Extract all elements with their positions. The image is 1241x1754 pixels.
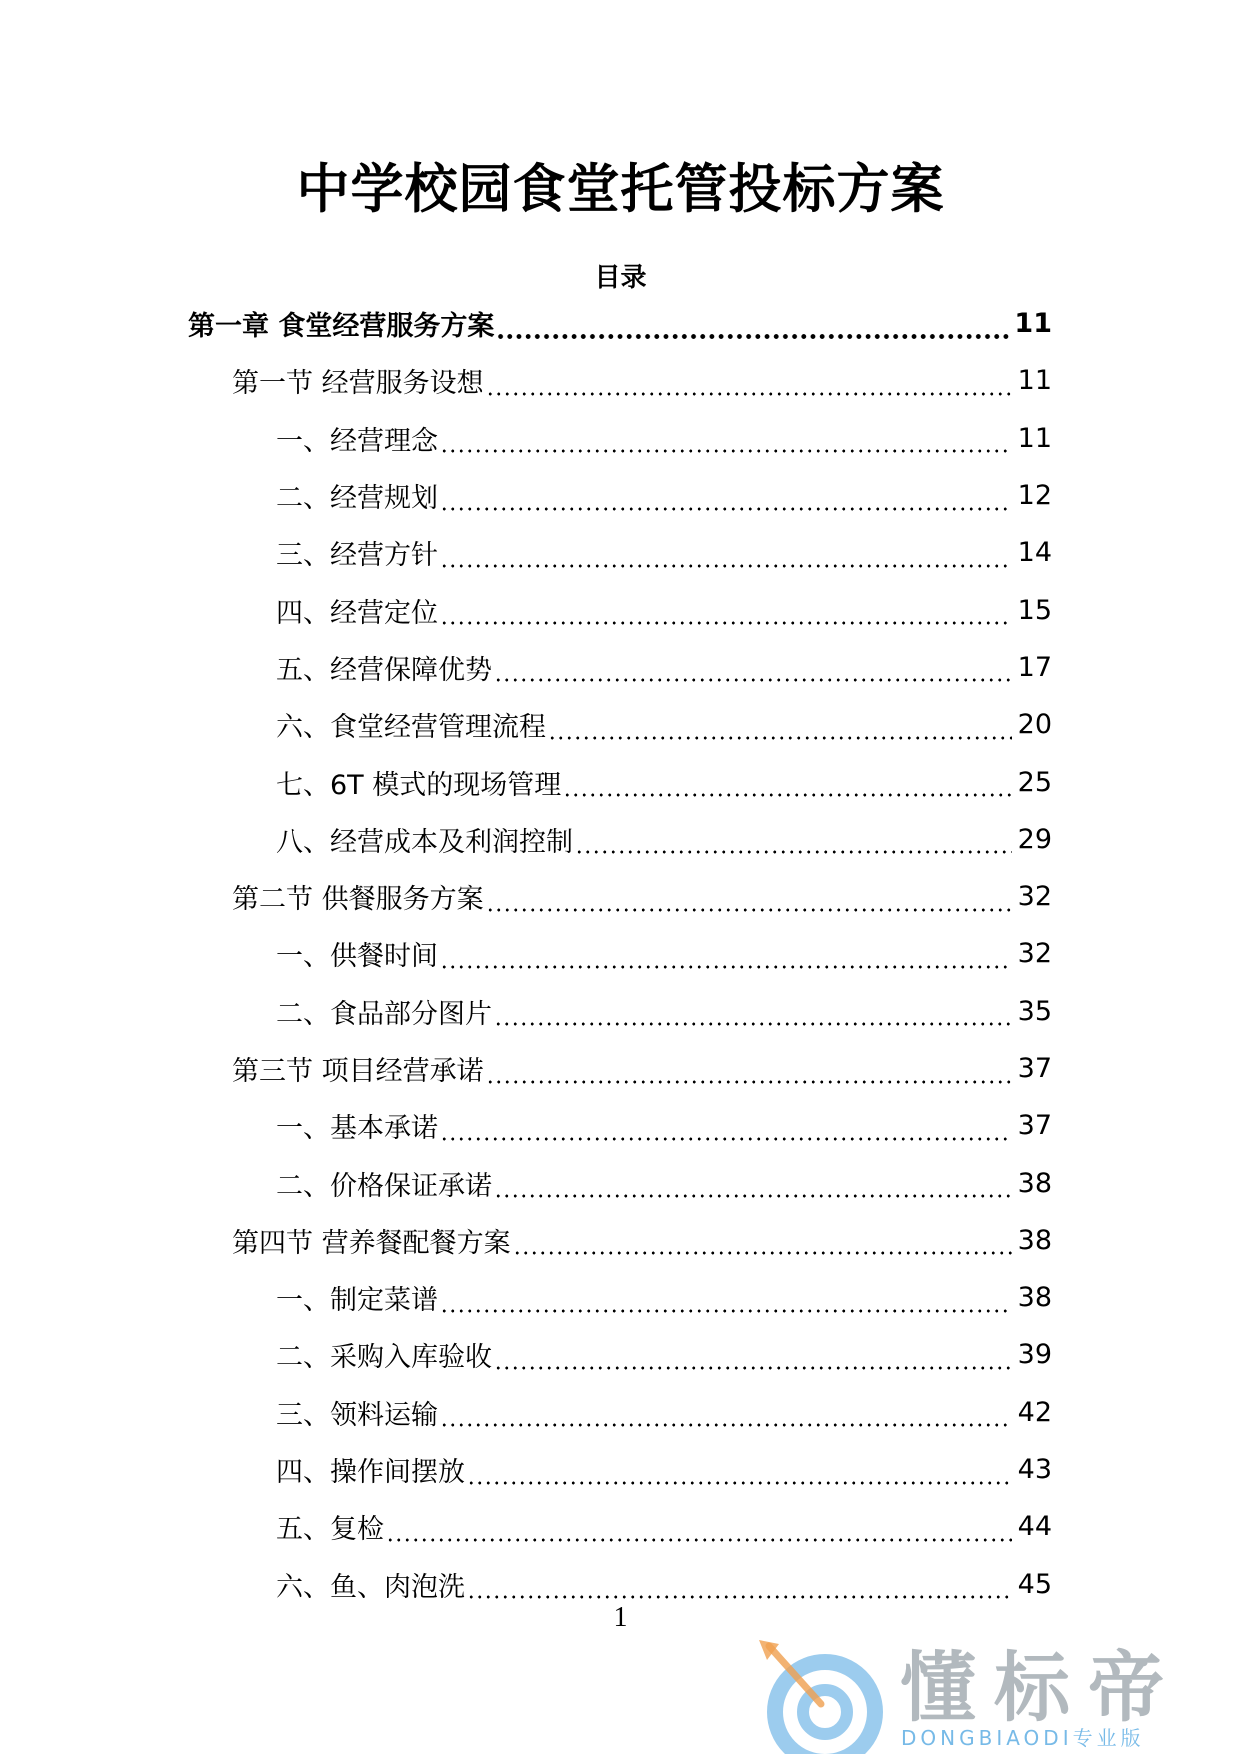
toc-dot-leader: [494, 663, 1012, 683]
toc-subsection-entry[interactable]: [0, 410, 1241, 467]
toc-entry-label: 三、经营方针: [276, 533, 440, 572]
toc-section-entry[interactable]: [0, 1212, 1241, 1269]
toc-entry-page: 29: [1017, 823, 1052, 855]
toc-subsection-entry[interactable]: [0, 1154, 1241, 1211]
toc-entry-label: 五、经营保障优势: [276, 648, 494, 687]
toc-entry-label: 二、经营规划: [276, 476, 440, 515]
toc-entry-page: 37: [1017, 1053, 1052, 1084]
toc-entry-page: 32: [1017, 938, 1052, 970]
toc-section-entry[interactable]: [0, 352, 1241, 409]
toc-dot-leader: [494, 1007, 1012, 1027]
toc-subsection-entry[interactable]: [0, 581, 1241, 638]
toc-dot-leader: [440, 1294, 1012, 1314]
toc-entry-page: 42: [1017, 1396, 1052, 1428]
toc-subsection-entry[interactable]: [0, 467, 1241, 524]
toc-subsection-entry[interactable]: [0, 696, 1241, 753]
toc-dot-leader: [440, 1408, 1012, 1428]
toc-dot-leader: [486, 893, 1012, 913]
toc-entry-label: 第四节 营养餐配餐方案: [232, 1221, 513, 1260]
toc-entry-page: 15: [1017, 594, 1052, 626]
document-title: 中学校园食堂托管投标方案: [296, 159, 945, 220]
toc-dot-leader: [563, 778, 1012, 798]
toc-subsection-entry[interactable]: [0, 811, 1241, 868]
toc-heading: 目录: [594, 263, 647, 293]
toc-dot-leader: [440, 950, 1012, 970]
toc-entry-label: 四、经营定位: [276, 591, 440, 630]
toc-subsection-entry[interactable]: [0, 925, 1241, 982]
toc-entry-label: 六、食堂经营管理流程: [276, 705, 548, 744]
toc-entry-label: 第三节 项目经营承诺: [232, 1049, 486, 1088]
toc-dot-leader: [467, 1580, 1012, 1600]
watermark-brand: 懂标帝: [900, 1643, 1182, 1732]
toc-subsection-entry[interactable]: [0, 524, 1241, 581]
target-logo-icon: [745, 1640, 885, 1754]
toc-entry-page: 32: [1017, 881, 1052, 913]
toc-entry-page: 11: [1017, 422, 1052, 454]
toc-dot-leader: [496, 320, 1012, 340]
watermark: [745, 1640, 1241, 1754]
toc-entry-label: 七、6T 模式的现场管理: [276, 763, 563, 802]
table-of-contents: [0, 295, 1241, 1613]
toc-section-entry[interactable]: [0, 868, 1241, 925]
toc-entry-page: 14: [1017, 537, 1052, 569]
toc-entry-page: 38: [1017, 1282, 1052, 1314]
toc-entry-label: 一、制定菜谱: [276, 1278, 440, 1317]
toc-entry-page: 44: [1017, 1511, 1052, 1543]
toc-entry-page: 35: [1017, 995, 1052, 1027]
toc-entry-label: 一、经营理念: [276, 419, 440, 458]
toc-entry-page: 25: [1017, 766, 1052, 798]
toc-subsection-entry[interactable]: [0, 1269, 1241, 1326]
toc-entry-page: 45: [1017, 1568, 1052, 1600]
toc-subsection-entry[interactable]: [0, 1441, 1241, 1498]
toc-dot-leader: [486, 377, 1012, 397]
toc-entry-page: 17: [1017, 651, 1052, 683]
toc-dot-leader: [575, 835, 1012, 855]
toc-subsection-entry[interactable]: [0, 983, 1241, 1040]
toc-subsection-entry[interactable]: [0, 1498, 1241, 1555]
toc-dot-leader: [386, 1523, 1012, 1543]
toc-entry-label: 第一章 食堂经营服务方案: [188, 304, 496, 343]
toc-entry-page: 20: [1017, 709, 1052, 741]
toc-dot-leader: [440, 434, 1012, 454]
toc-entry-page: 38: [1017, 1167, 1052, 1199]
toc-dot-leader: [486, 1065, 1012, 1085]
toc-entry-label: 第一节 经营服务设想: [232, 361, 486, 400]
toc-dot-leader: [494, 1351, 1012, 1371]
toc-entry-page: 38: [1017, 1224, 1052, 1256]
watermark-subtitle: DONGBIAODI专业版: [901, 1726, 1145, 1750]
toc-entry-label: 四、操作间摆放: [276, 1450, 467, 1489]
toc-entry-label: 三、领料运输: [276, 1393, 440, 1432]
toc-entry-page: 12: [1017, 480, 1052, 512]
toc-dot-leader: [548, 721, 1012, 741]
toc-dot-leader: [440, 492, 1012, 512]
toc-subsection-entry[interactable]: [0, 1097, 1241, 1154]
toc-entry-page: 37: [1017, 1110, 1052, 1142]
toc-entry-page: 11: [1014, 308, 1052, 340]
toc-entry-label: 第二节 供餐服务方案: [232, 877, 486, 916]
page-number: 1: [613, 1602, 628, 1633]
toc-entry-label: 一、供餐时间: [276, 934, 440, 973]
toc-section-entry[interactable]: [0, 1040, 1241, 1097]
toc-subsection-entry[interactable]: [0, 1384, 1241, 1441]
toc-entry-page: 43: [1017, 1454, 1052, 1486]
toc-entry-label: 二、价格保证承诺: [276, 1164, 494, 1203]
toc-dot-leader: [440, 1122, 1012, 1142]
toc-entry-page: 39: [1017, 1339, 1052, 1371]
toc-entry-label: 八、经营成本及利润控制: [276, 820, 575, 859]
toc-entry-label: 二、采购入库验收: [276, 1335, 494, 1374]
toc-dot-leader: [494, 1179, 1012, 1199]
toc-subsection-entry[interactable]: [0, 1326, 1241, 1383]
toc-subsection-entry[interactable]: [0, 639, 1241, 696]
toc-entry-label: 二、食品部分图片: [276, 992, 494, 1031]
toc-dot-leader: [440, 606, 1012, 626]
toc-entry-label: 一、基本承诺: [276, 1106, 440, 1145]
toc-entry-label: 六、鱼、肉泡洗: [276, 1565, 467, 1604]
toc-dot-leader: [513, 1236, 1012, 1256]
toc-entry-label: 五、复检: [276, 1507, 386, 1546]
toc-dot-leader: [440, 549, 1012, 569]
toc-subsection-entry[interactable]: [0, 753, 1241, 810]
toc-dot-leader: [467, 1466, 1012, 1486]
toc-entry-page: 11: [1017, 365, 1052, 397]
toc-chapter-entry[interactable]: [0, 295, 1241, 352]
